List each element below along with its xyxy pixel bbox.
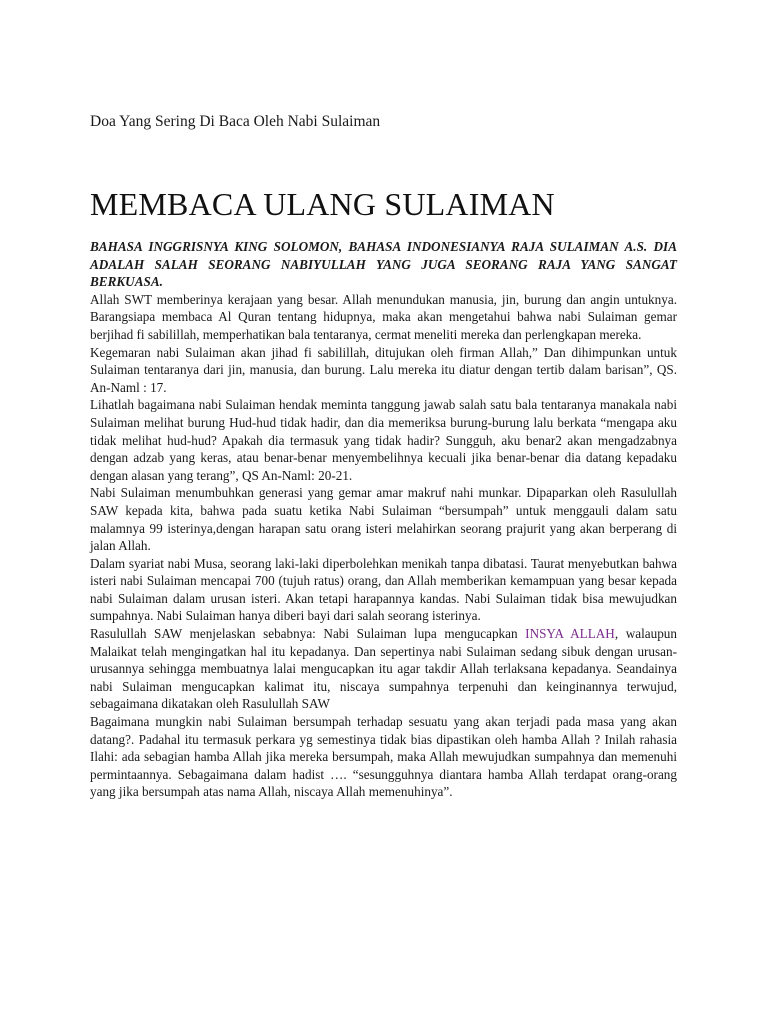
intro-paragraph: BAHASA INGGRISNYA KING SOLOMON, BAHASA INDONESIANYA RAJA SULAIMAN A.S. DIA ADALAH SALAH SEORANG NABIYULLAH YANG JUGA SEORANG RAJA YANG SANGAT BERKUASA. <box>90 239 677 290</box>
insya-allah-link[interactable]: INSYA ALLAH <box>525 626 615 642</box>
body-paragraph: Nabi Sulaiman menumbuhkan generasi yang gemar amar makruf nahi munkar. Dipaparkan oleh Rasulullah SAW kepada kita, bahwa pada suatu ketika Nabi Sulaiman “bersumpah” untuk menggauli dalam satu malamnya 99 isterinya,dengan harapan satu orang isteri melahirkan seorang prajurit yang akan berperang di jalan Allah. <box>90 485 677 554</box>
paragraph-text: , walaupun Malaikat telah mengingatkan hal itu kepadanya. Dan sepertinya nabi Sulaiman sedang sibuk dengan urusan-urusannya sehingga membuatnya lalai mengucapkan itu agar takdir Allah terlaksana kepadanya. Seandainya nabi Sulaiman mengucapkan kalimat itu, niscaya sumpahnya terpenuhi dan keinginannya terwujud, sebagaimana dikatakan oleh Rasulullah SAW <box>90 626 677 712</box>
article-body <box>90 238 677 801</box>
body-paragraph: Allah SWT memberinya kerajaan yang besar. Allah menundukan manusia, jin, burung dan angin untuknya. Barangsiapa membaca Al Quran tentang hidupnya, maka akan mengetahui bahwa nabi Sulaiman gemar berjihad fi sabilillah, memperhatikan bala tentaranya, cermat meneliti mereka dan perlengkapan mereka. <box>90 291 677 342</box>
body-paragraph: Bagaimana mungkin nabi Sulaiman bersumpah terhadap sesuatu yang akan terjadi pada masa yang akan datang?. Padahal itu termasuk perkara yg semestinya tidak bias dipastikan oleh hamba Allah ? Inilah rahasia Ilahi: ada sebagian hamba Allah jika mereka bersumpah, maka Allah mewujudkan sumpahnya dan memenuhi permintaannya. Sebagaimana dalam hadist …. “sesungguhnya diantara hamba Allah terdapat orang-orang yang jika bersumpah atas nama Allah, niscaya Allah memenuhinya”. <box>90 714 677 800</box>
body-paragraph: Kegemaran nabi Sulaiman akan jihad fi sabilillah, ditujukan oleh firman Allah,” Dan dihimpunkan untuk Sulaiman tentaranya dari jin, manusia, dan burung. Lalu mereka itu diatur dengan tertib dalam barisan”, QS. An-Naml : 17. <box>90 344 677 395</box>
body-paragraph: Lihatlah bagaimana nabi Sulaiman hendak meminta tanggung jawab salah satu bala tentaranya manakala nabi Sulaiman melihat burung Hud-hud tidak hadir, dan dia memeriksa burung-burung lalu berkata “mengapa aku tidak melihat hud-hud? Apakah dia termasuk yang tidak hadir? Sungguh, aku benar2 akan mengadzabnya dengan adzab yang keras, atau benar-benar menyembelihnya kecuali jika benar-benar dia datang kepadaku dengan alasan yang terang”, QS An-Naml: 20-21. <box>90 397 677 483</box>
article-heading: MEMBACA ULANG SULAIMAN <box>90 186 555 222</box>
body-paragraph: Dalam syariat nabi Musa, seorang laki-laki diperbolehkan menikah tanpa dibatasi. Taurat menyebutkan bahwa isteri nabi Sulaiman mencapai 700 (tujuh ratus) orang, dan Allah memberikan kemampuan yang besar kepada nabi Sulaiman dalam urusan isteri. Akan tetapi harapannya kandas. Nabi Sulaiman tidak bisa mewujudkan sumpahnya. Nabi Sulaiman hanya diberi bayi dari salah seorang isterinya. <box>90 555 677 624</box>
body-paragraph <box>90 625 677 713</box>
document-title: Doa Yang Sering Di Baca Oleh Nabi Sulaiman <box>90 113 381 130</box>
paragraph-text: Rasulullah SAW menjelaskan sebabnya: Nabi Sulaiman lupa mengucapkan <box>90 626 526 642</box>
